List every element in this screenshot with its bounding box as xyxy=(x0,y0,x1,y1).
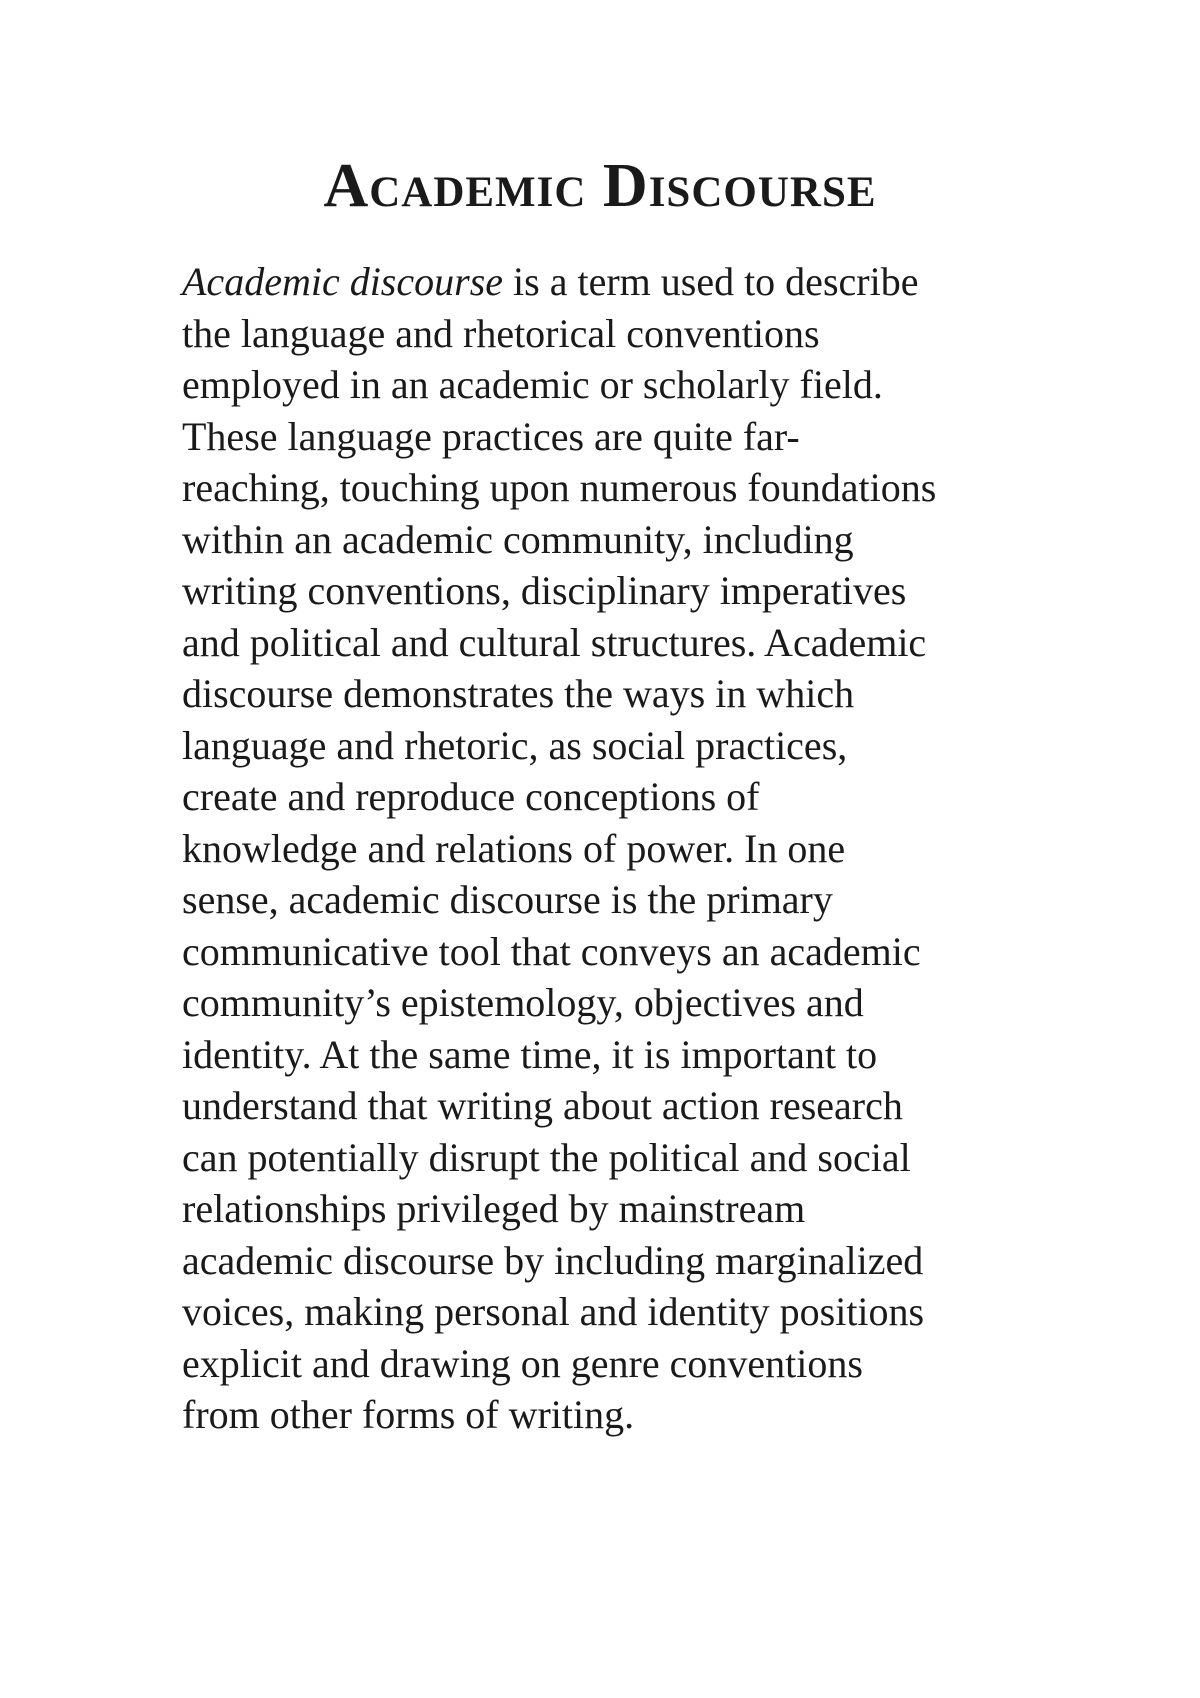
paragraph-line: knowledge and relations of power. In one xyxy=(182,825,846,871)
paragraph-line: These language practices are quite far- xyxy=(182,413,800,459)
paragraph-line: language and rhetoric, as social practices, xyxy=(182,722,848,768)
paragraph-line: the language and rhetorical conventions xyxy=(182,310,820,356)
paragraph-line: relationships privileged by mainstream xyxy=(182,1186,806,1231)
paragraph-line: identity. At the same time, it is important to xyxy=(182,1031,878,1077)
paragraph-line: discourse demonstrates the ways in which xyxy=(182,671,855,716)
paragraph-line: reaching, touching upon numerous foundations xyxy=(182,465,937,510)
paragraph-line: explicit and drawing on genre conventions xyxy=(182,1340,863,1386)
paragraph-line: voices, making personal and identity positions xyxy=(182,1289,925,1334)
page-title: Academic Discourse xyxy=(323,152,877,220)
paragraph-line: communicative tool that conveys an academic xyxy=(182,928,921,974)
paragraph-line: sense, academic discourse is the primary xyxy=(182,877,833,922)
paragraph-line-text: is a term used to describe xyxy=(503,259,919,304)
paragraph-line: academic discourse by including marginalized xyxy=(182,1237,924,1283)
lead-term: Academic discourse xyxy=(182,259,504,304)
paragraph-line: can potentially disrupt the political and social xyxy=(182,1134,911,1180)
paragraph-line: create and reproduce conceptions of xyxy=(182,774,760,819)
paragraph-line: from other forms of writing. xyxy=(182,1392,635,1437)
paragraph-line: within an academic community, including xyxy=(182,516,854,562)
paragraph-line: and political and cultural structures. Academic xyxy=(182,619,927,665)
paragraph-line: writing conventions, disciplinary imperatives xyxy=(182,568,907,613)
paragraph-line: community’s epistemology, objectives and xyxy=(182,980,864,1025)
paragraph-line: employed in an academic or scholarly field. xyxy=(182,362,883,407)
body-paragraph xyxy=(182,256,1042,1441)
paragraph-line xyxy=(182,256,1042,308)
paragraph-line: understand that writing about action research xyxy=(182,1083,903,1128)
